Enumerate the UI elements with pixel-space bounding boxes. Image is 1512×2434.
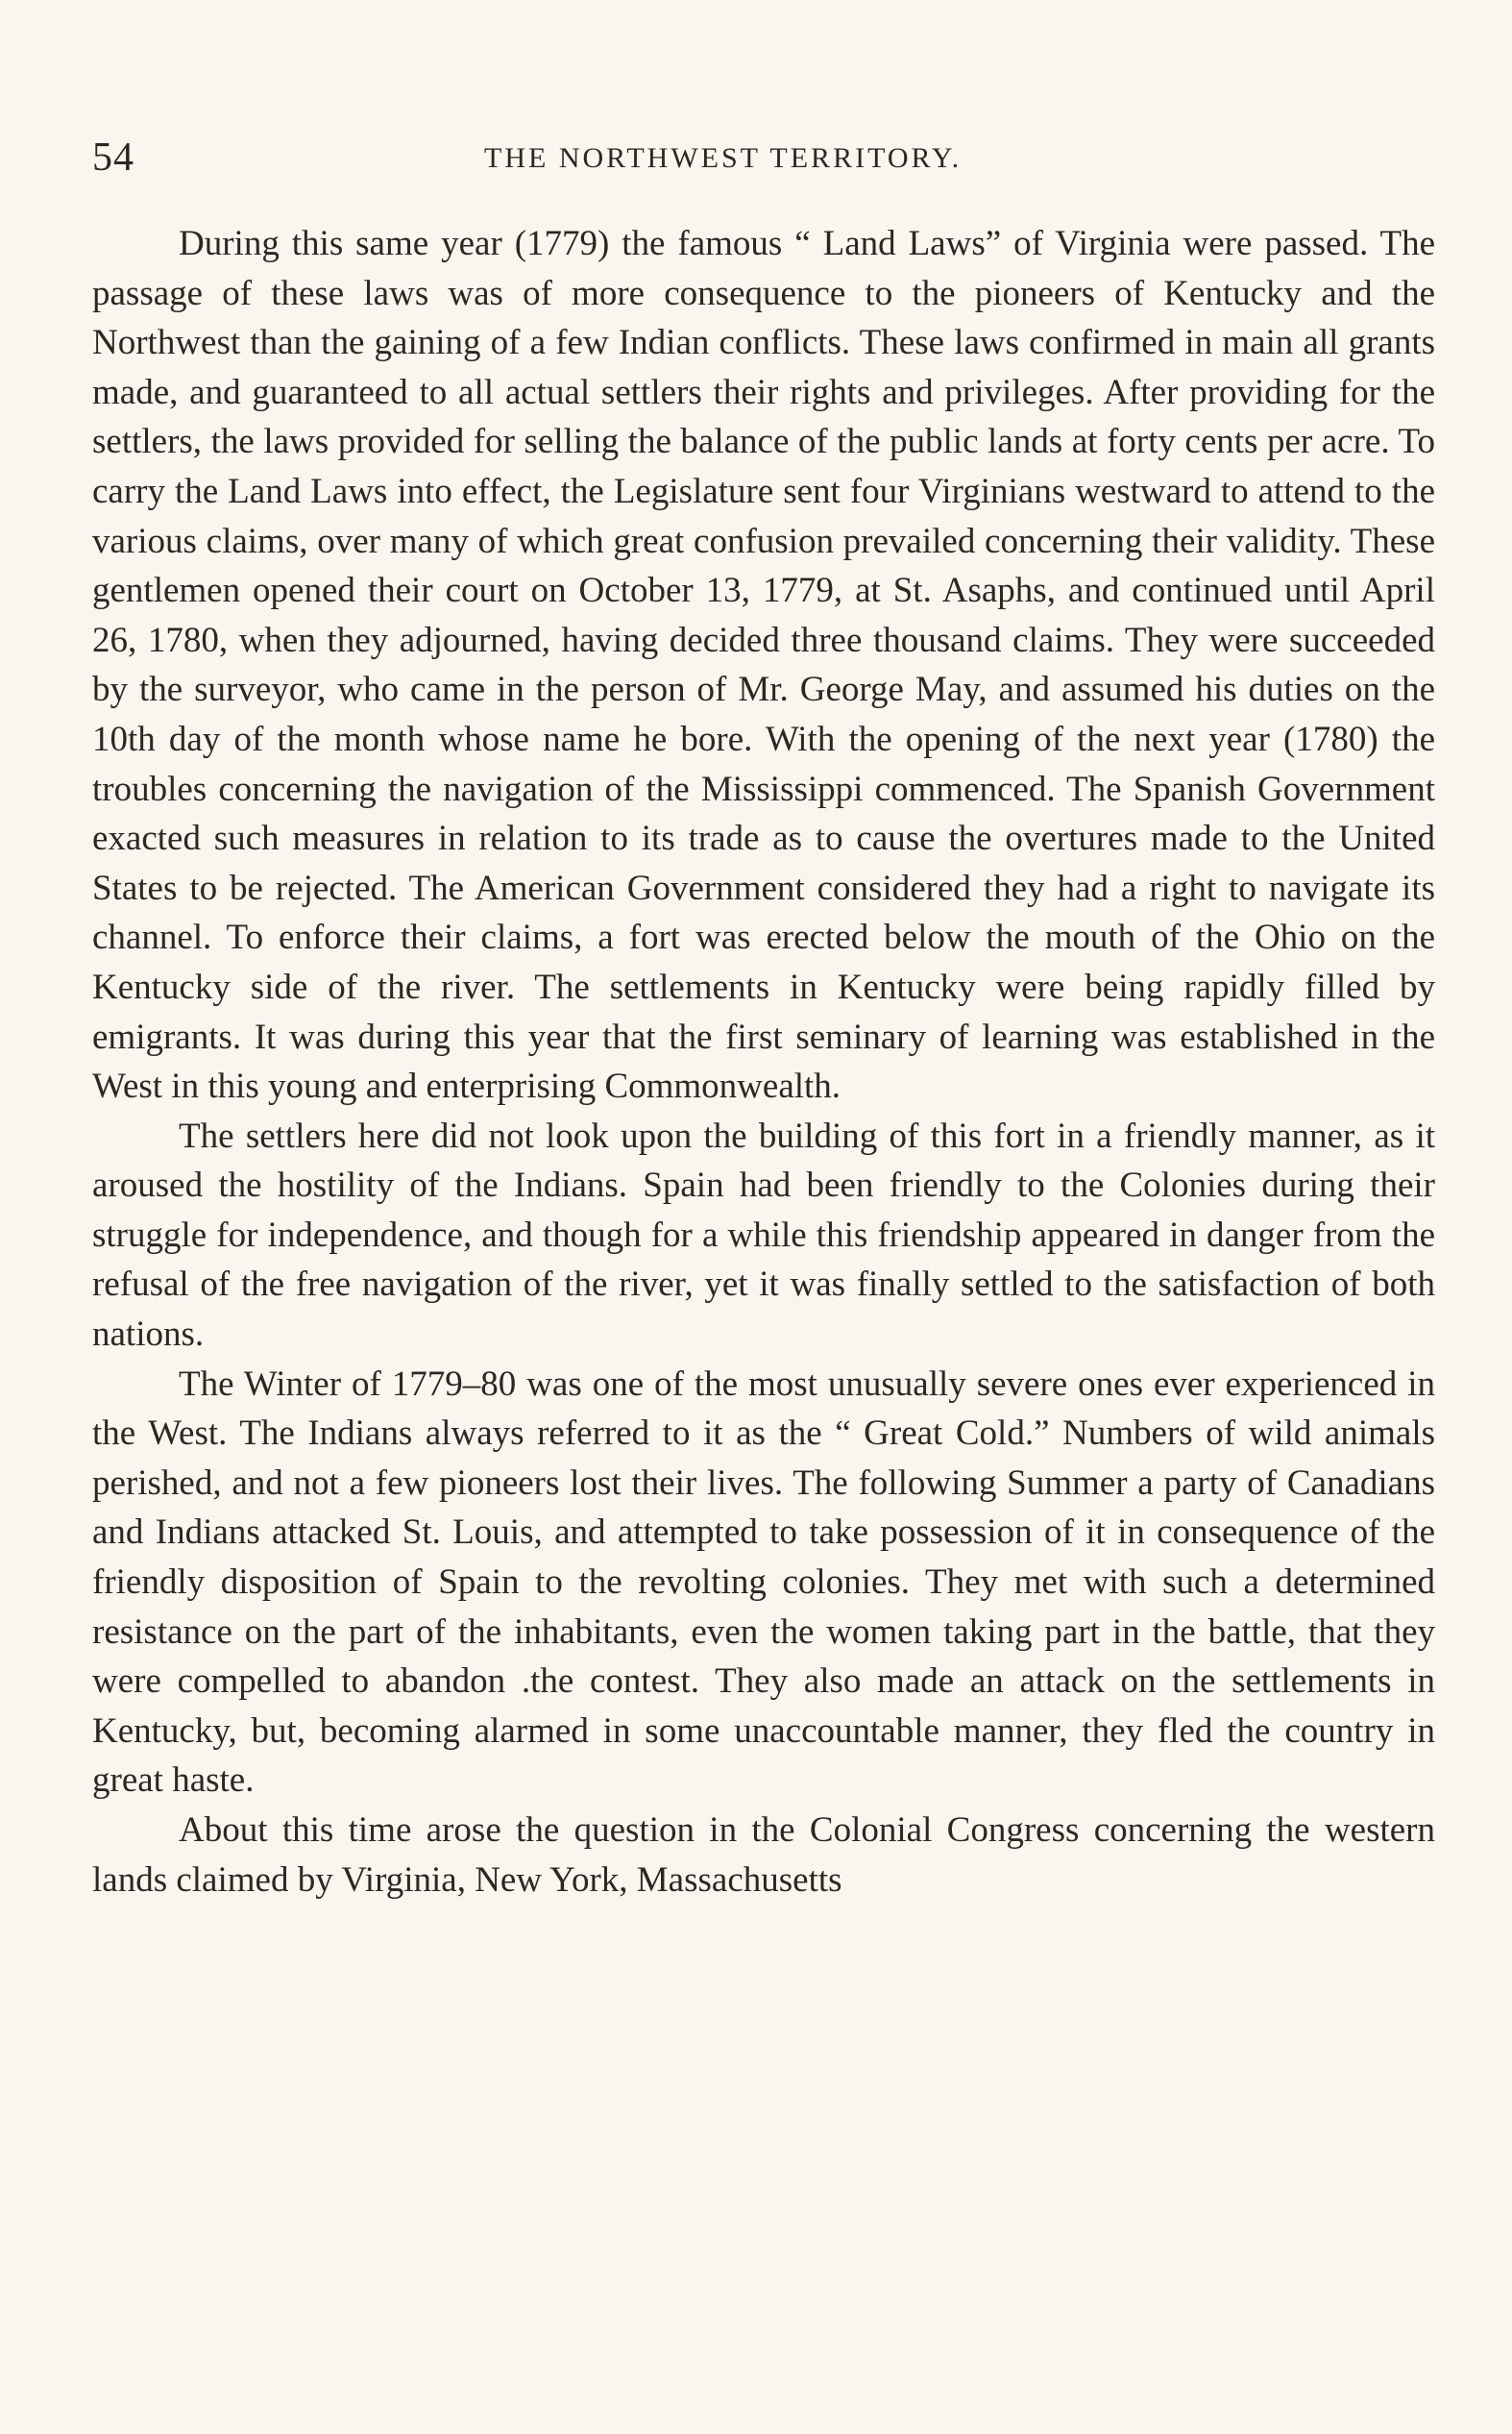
paragraph-3: The Winter of 1779–80 was one of the most unusually severe ones ever experienced in the West. The Indians always referred to it as the “ Great Cold.” Numbers of wild animals perished, and not a few pioneers lost their lives. The following Summer a party of Canadians and Indians attacked St. Louis, and attempted to take possession of it in consequence of the friendly disposition of Spain to the revolting colonies. They met with such a determined resistance on the part of the inhabitants, even the women taking part in the battle, that they were compelled to abandon .the contest. They also made an attack on the settlements in Kentucky, but, becoming alarmed in some unaccountable manner, they fled the country in great haste. xyxy=(92,1364,1435,1801)
page-header xyxy=(92,135,1437,192)
page-number: 54 xyxy=(92,135,134,180)
running-title: THE NORTHWEST TERRITORY. xyxy=(484,142,963,174)
body-text xyxy=(92,219,1435,1905)
paragraph-2: The settlers here did not look upon the building of this fort in a friendly manner, as it aroused the hostility of the Indians. Spain had been friendly to the Colonies during their struggle for independence, and though for a while this friendship appeared in danger from the refusal of the free navigation of the river, yet it was finally settled to the satisfaction of both nations. xyxy=(92,1116,1435,1355)
paragraph-1: During this same year (1779) the famous “ Land Laws” of Virginia were passed. The passage of these laws was of more consequence to the pioneers of Kentucky and the Northwest than the gaining of a few Indian conflicts. These laws confirmed in main all grants made, and guaranteed to all actual settlers their rights and privileges. After providing for the settlers, the laws provided for selling the balance of the public lands at forty cents per acre. To carry the Land Laws into effect, the Legislature sent four Virginians westward to attend to the various claims, over many of which great confusion prevailed concerning their validity. These gentlemen opened their court on October 13, 1779, at St. Asaphs, and continued until April 26, 1780, when they adjourned, having decided three thousand claims. They were succeeded by the surveyor, who came in the person of Mr. George May, and assumed his duties on the 10th day of the month whose name he bore. With the opening of the next year (1780) the troubles concerning the navigation of the Mississippi commenced. The Spanish Government exacted such measures in relation to its trade as to cause the overtures made to the United States to be rejected. The American Government considered they had a right to navigate its channel. To enforce their claims, a fort was erected below the mouth of the Ohio on the Kentucky side of the river. The settlements in Kentucky were being rapidly filled by emigrants. It was during this year that the first seminary of learning was established in the West in this young and enterprising Commonwealth. xyxy=(92,224,1435,1107)
paragraph-4: About this time arose the question in the Colonial Congress concerning the western lands claimed by Virginia, New York, Massachusetts xyxy=(92,1810,1435,1900)
